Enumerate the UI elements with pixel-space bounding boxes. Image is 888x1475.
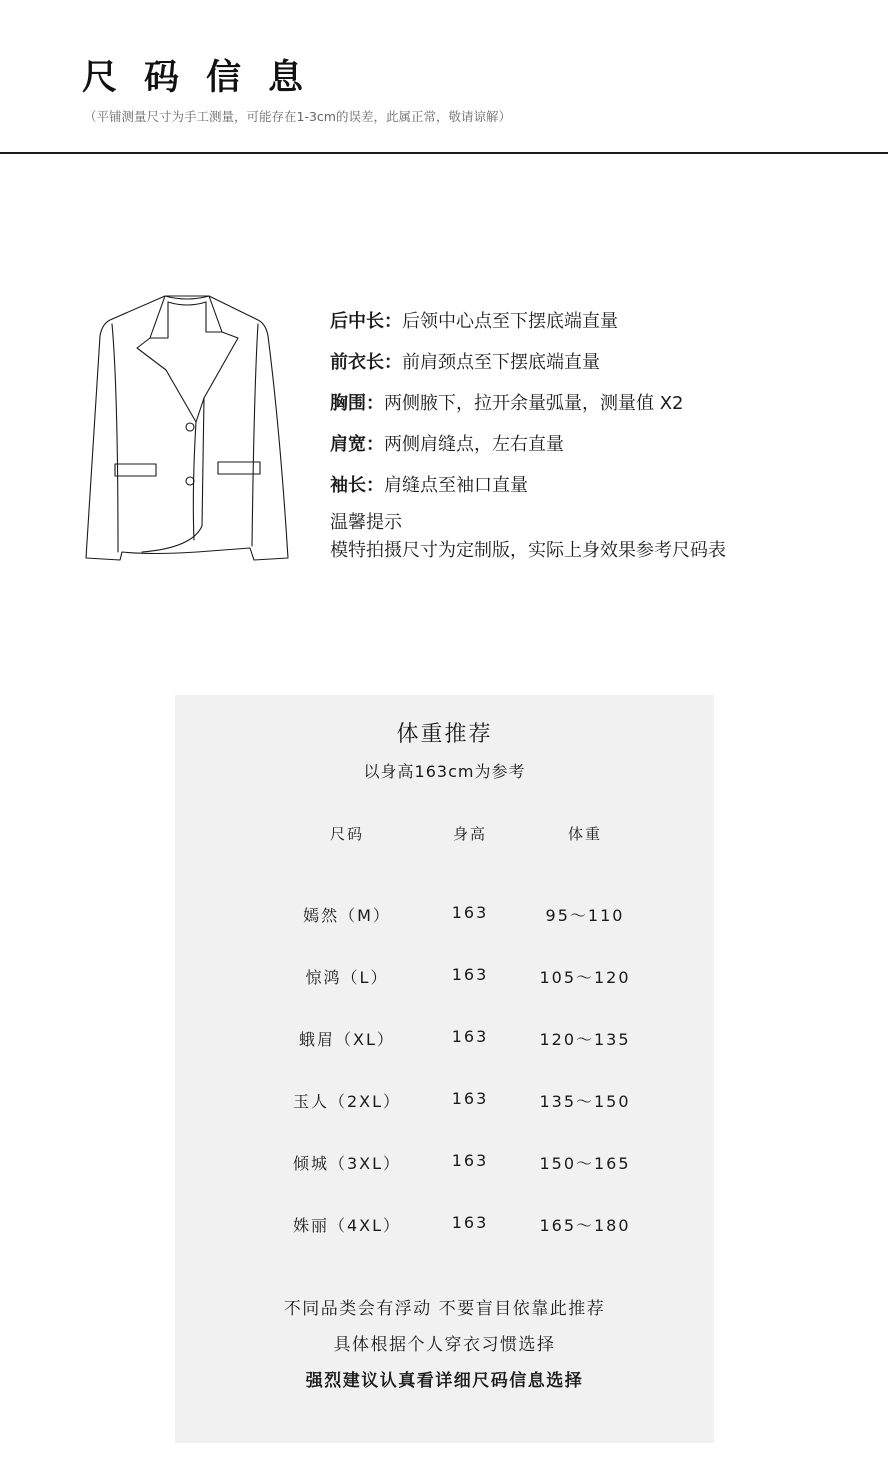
table-row — [175, 965, 714, 1027]
note-emphasis: 强烈建议认真看详细尺码信息选择 — [305, 1371, 584, 1391]
table-row — [175, 1027, 714, 1089]
measure-item — [330, 390, 870, 431]
panel-subtitle: 以身高163cm为参考 — [363, 762, 526, 781]
cell-height: 163 — [451, 1089, 489, 1108]
jacket-illustration — [82, 290, 294, 568]
cell-weight: 95～110 — [545, 906, 625, 925]
measure-term: 胸围： — [330, 393, 384, 414]
measure-term: 肩宽： — [330, 434, 384, 455]
cell-weight: 120～135 — [539, 1030, 631, 1049]
cell-size: 嫣然（M） — [303, 906, 391, 925]
header-height: 身高 — [452, 825, 487, 843]
panel-title: 体重推荐 — [396, 722, 493, 747]
tip-title: 温馨提示 — [330, 512, 402, 533]
measurement-guide — [330, 308, 870, 565]
cell-height: 163 — [451, 1027, 489, 1046]
cell-height: 163 — [451, 1151, 489, 1170]
measure-term: 袖长： — [330, 475, 384, 496]
page-subtitle: （平铺测量尺寸为手工测量，可能存在1-3cm的误差，此属正常，敬请谅解） — [84, 109, 511, 124]
header-weight: 体重 — [567, 825, 602, 843]
note-line: 不同品类会有浮动 不要盲目依靠此推荐 — [283, 1299, 606, 1319]
measure-desc: 肩缝点至袖口直量 — [384, 475, 528, 496]
cell-weight: 150～165 — [539, 1154, 631, 1173]
cell-weight: 165～180 — [539, 1216, 631, 1235]
table-header — [175, 823, 714, 903]
measure-item — [330, 308, 870, 349]
header-divider — [0, 152, 888, 154]
cell-size: 倾城（3XL） — [292, 1154, 402, 1173]
measure-term: 后中长： — [330, 311, 402, 332]
header-size: 尺码 — [329, 825, 364, 843]
cell-height: 163 — [451, 903, 489, 922]
measure-item — [330, 431, 870, 472]
weight-recommendation-panel — [175, 695, 714, 1443]
note-line: 具体根据个人穿衣习惯选择 — [333, 1335, 556, 1355]
measure-desc: 前肩颈点至下摆底端直量 — [402, 352, 600, 373]
measure-term: 前衣长： — [330, 352, 402, 373]
cell-weight: 135～150 — [539, 1092, 631, 1111]
size-table — [175, 823, 714, 1275]
tip-text: 模特拍摄尺寸为定制版，实际上身效果参考尺码表 — [330, 540, 726, 561]
cell-size: 惊鸿（L） — [305, 968, 389, 987]
cell-size: 蛾眉（XL） — [299, 1030, 395, 1049]
table-row — [175, 1089, 714, 1151]
recommendation-notes — [175, 1297, 714, 1405]
page-title: 尺码信息 — [82, 58, 331, 98]
cell-size: 玉人（2XL） — [292, 1092, 402, 1111]
table-row — [175, 903, 714, 965]
cell-size: 姝丽（4XL） — [292, 1216, 402, 1235]
cell-weight: 105～120 — [539, 968, 631, 987]
measure-desc: 两侧肩缝点，左右直量 — [384, 434, 564, 455]
measure-desc: 后领中心点至下摆底端直量 — [402, 311, 618, 332]
measure-item — [330, 349, 870, 390]
measure-item — [330, 472, 870, 513]
table-row — [175, 1213, 714, 1275]
table-row — [175, 1151, 714, 1213]
cell-height: 163 — [451, 965, 489, 984]
cell-height: 163 — [451, 1213, 489, 1232]
measure-desc: 两侧腋下，拉开余量弧量，测量值 X2 — [384, 393, 684, 414]
